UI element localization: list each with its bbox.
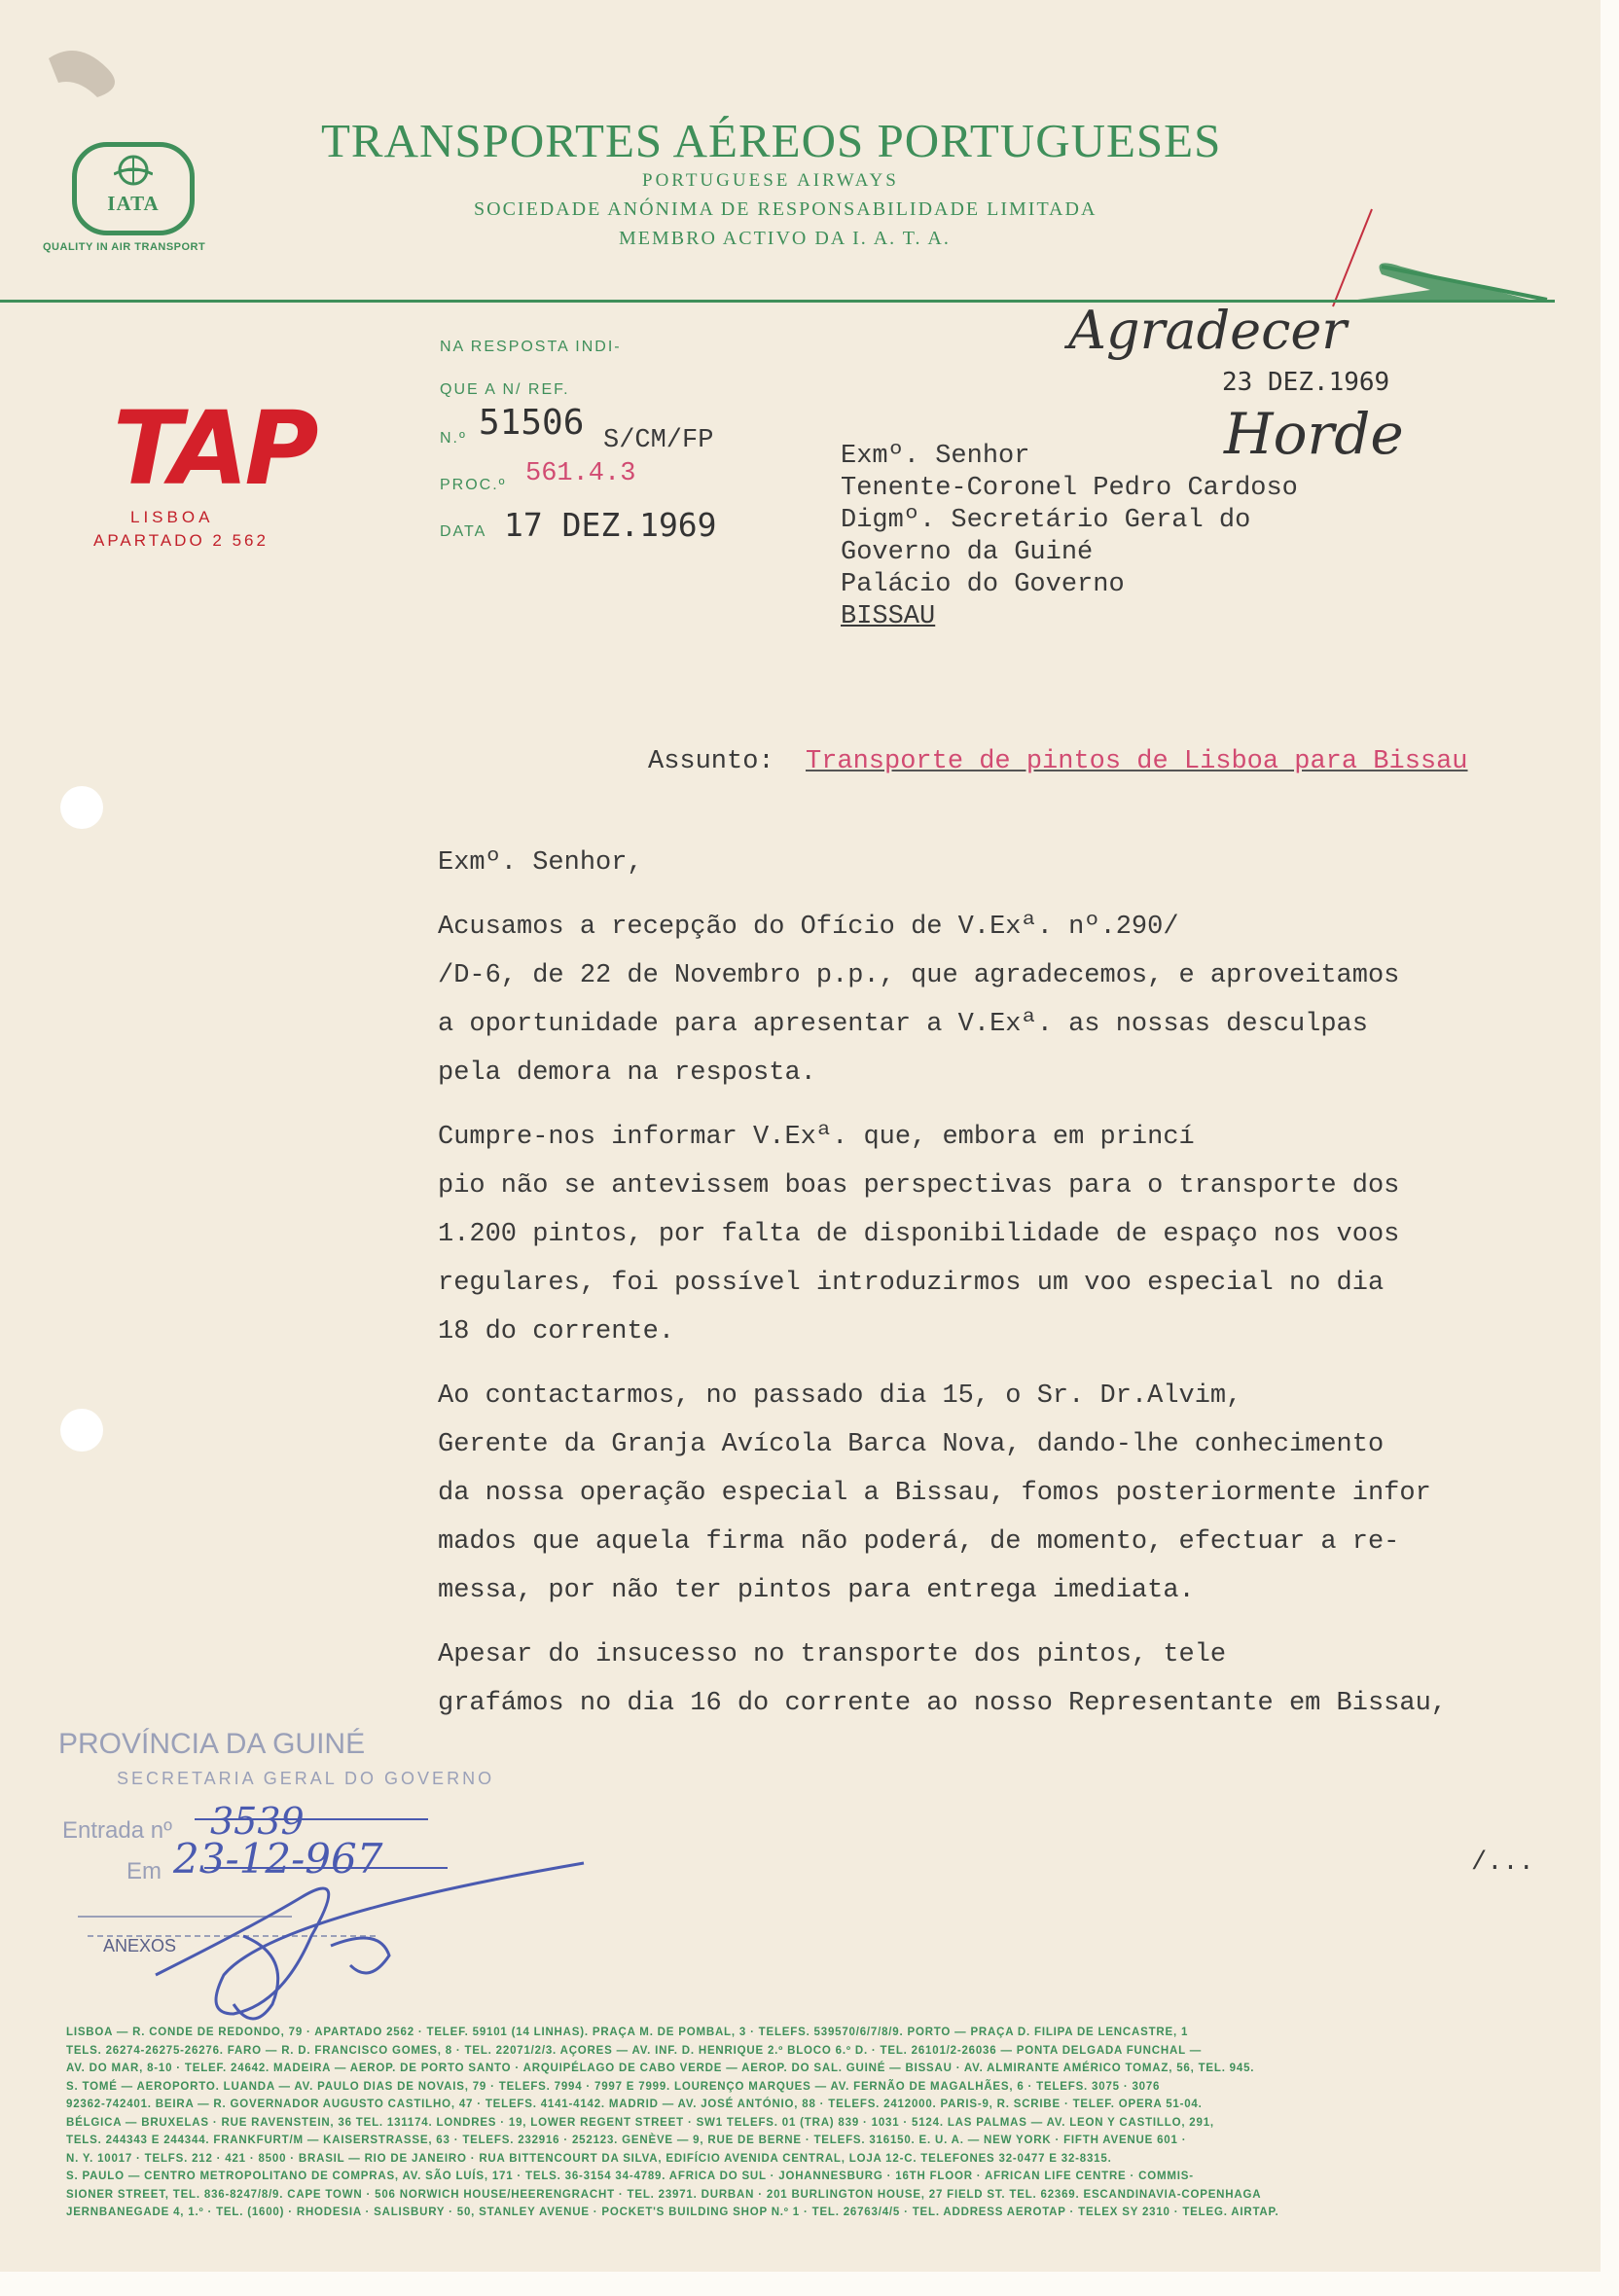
handwritten-initials: Horde [1224,401,1404,467]
body-line: Apesar do insucesso no transporte dos pintos, tele [438,1640,1227,1669]
punch-hole-top [60,786,103,829]
brand-city: LISBOA [130,508,214,526]
footer-line: BÉLGICA — BRUXELAS · RUE RAVENSTEIN, 36 TEL. 131174. LONDRES · 19, LOWER REGENT STREET · SW1 TELEFS. 01 (TRA) 839 · 1031 · 5124. LAS PALMAS — AV. LEON Y CASTILLO, 291, [66,2116,1214,2129]
handwritten-agradecer: Agradecer [1068,300,1348,361]
stamp-line-1: PROVÍNCIA DA GUINÉ [58,1728,366,1760]
subtitle-portuguese-airways: PORTUGUESE AIRWAYS [642,170,899,191]
footer-line: 92362-742401. BEIRA — R. GOVERNADOR AUGUSTO CASTILHO, 47 · TELEFS. 4141-4142. MADRID — AV. JOSÉ ANTÓNIO, 88 · TELEFS. 2412000. PARIS-9, R. SCRIBE · TELEF. OPERA 51-04. [66,2099,1203,2110]
company-name: TRANSPORTES AÉREOS PORTUGUESES [321,114,1222,167]
stain-mark [39,29,146,117]
footer-line: TELS. 26274-26275-26276. FARO — R. D. FRANCISCO GOMES, 8 · TEL. 22071/2/3. AÇORES — AV. INF. D. HENRIQUE 2.º BLOCO 6.º D. · TEL. 26101/2-26036 — PONTA DELGADA FUNCHAL — [66,2044,1202,2057]
stamp-entrada-value: 3539 [210,1800,305,1843]
stamp-entrada-label: Entrada nº [62,1817,172,1844]
punch-hole-bottom [60,1409,103,1452]
addressee-line: Governo da Guiné [841,538,1094,567]
footer-line: S. PAULO — CENTRO METROPOLITANO DE COMPRAS, AV. SÃO LUÍS, 171 · TELS. 36-3154 34-4789. AFRICA DO SUL · JOHANNESBURG · 16TH FLOOR · AFRICAN LIFE CENTRE · COMMIS- [66,2170,1194,2182]
body-line: Ao contactarmos, no passado dia 15, o Sr. Dr.Alvim, [438,1381,1242,1411]
footer-line: N. Y. 10017 · TELFS. 212 · 421 · 8500 · BRASIL — RIO DE JANEIRO · RUA BITTENCOURT DA SILVA, EDIFÍCIO AVENIDA CENTRAL, LOJA 12-C. TELEFONES 32-0477 E 32-8315. [66,2152,1112,2165]
body-line: Gerente da Granja Avícola Barca Nova, dando-lhe conhecimento [438,1430,1385,1459]
ref-data-value: 17 DEZ.1969 [504,506,717,544]
globe-icon [114,153,153,188]
body-line: pio não se antevissem boas perspectivas para o transporte dos [438,1171,1400,1201]
subtitle-sociedade: SOCIEDADE ANÓNIMA DE RESPONSABILIDADE LIMITADA [474,198,1097,220]
addressee-line: Palácio do Governo [841,570,1125,599]
footer-line: AV. DO MAR, 8-10 · TELEF. 24642. MADEIRA — AEROP. DE PORTO SANTO · ARQUIPÉLAGO DE CABO VERDE — AEROP. DO SAL. GUINÉ — BISSAU · AV. ALMIRANTE AMÉRICO TOMAZ, 56, TEL. 945. [66,2063,1255,2074]
iata-logo [72,142,195,235]
body-line: regulares, foi possível introduzirmos um voo especial no dia [438,1269,1385,1298]
body-line: Cumpre-nos informar V.Exª. que, embora em princí [438,1123,1195,1152]
stamp-em-value: 23-12-967 [173,1835,383,1883]
salutation: Exmº. Senhor, [438,848,643,878]
stamp-line-2: SECRETARIA GERAL DO GOVERNO [117,1769,495,1788]
footer-line: LISBOA — R. CONDE DE REDONDO, 79 · APARTADO 2562 · TELEF. 59101 (14 LINHAS). PRAÇA M. DE POMBAL, 3 · TELEFS. 539570/6/7/8/9. PORTO — PRAÇA D. FILIPA DE LENCASTRE, 1 [66,2027,1189,2038]
body-line: pela demora na resposta. [438,1058,816,1088]
tap-logo: TAP [113,389,315,508]
addressee-line: Tenente-Coronel Pedro Cardoso [841,474,1298,503]
footer-line: TELS. 244343 E 244344. FRANKFURT/M — KAISERSTRASSE, 63 · TELEFS. 232916 · 252123. GENÈVE — 9, RUE DE BERNE · TELEFS. 316150. E. U. A. — NEW YORK · FIFTH AVENUE 601 · [66,2135,1187,2146]
subject-text: Transporte de pintos de Lisboa para Bissau [806,747,1468,776]
body-line: grafámos no dia 16 do corrente ao nosso Representante em Bissau, [438,1689,1447,1718]
brand-apartado: APARTADO 2 562 [93,531,269,550]
ref-data-label: DATA [440,523,487,540]
iata-tagline: QUALITY IN AIR TRANSPORT [43,241,206,253]
body-line: messa, por não ter pintos para entrega imediata. [438,1576,1195,1605]
addressee-line: Digmº. Secretário Geral do [841,506,1251,535]
footer-line: S. TOMÉ — AEROPORTO. LUANDA — AV. PAULO DIAS DE NOVAIS, 79 · TELEFS. 7994 · 7997 E 7999. LOURENÇO MARQUES — AV. FERNÃO DE MAGALHÃES, 6 · TELEFS. 3075 · 3076 [66,2080,1161,2093]
footer-line: SIONER STREET, TEL. 836-8247/8/9. CAPE TOWN · 506 NORWICH HOUSE/HEERENGRACHT · TEL. 23971. DURBAN · 201 BURLINGTON HOUSE, 27 FIELD ST. TEL. 62369. ESCANDINAVIA-COPENHAGA [66,2188,1262,2201]
body-line: mados que aquela firma não poderá, de momento, efectuar a re- [438,1527,1400,1557]
stamp-signature-icon [58,1810,603,2024]
addressee-line: Exmº. Senhor [841,442,1030,471]
page-edge [1601,0,1619,2296]
body-line: 1.200 pintos, por falta de disponibilidade de espaço nos voos [438,1220,1400,1249]
body-line: da nossa operação especial a Bissau, fomos posteriormente infor [438,1479,1431,1508]
page-bottom-edge [0,2272,1619,2296]
body-line: 18 do corrente. [438,1317,675,1346]
ref-n-suffix: S/CM/FP [603,426,714,455]
ref-proc-value: 561.4.3 [525,459,636,488]
received-date-stamp: 23 DEZ.1969 [1222,368,1390,397]
body-line: a oportunidade para apresentar a V.Exª. as nossas desculpas [438,1010,1368,1039]
footer-line: JERNBANEGADE 4, 1.º · TEL. (1600) · RHODESIA · SALISBURY · 50, STANLEY AVENUE · POCKET'S BUILDING SHOP N.º 1 · TEL. 26763/4/5 · TEL. ADDRESS AEROTAP · TELEX SY 2310 · TELEG. AIRTAP. [66,2206,1279,2218]
body-line: /D-6, de 22 de Novembro p.p., que agradecemos, e aproveitamos [438,961,1400,990]
ref-proc-label: PROC.º [440,477,507,493]
ref-label-1: NA RESPOSTA INDI- [440,339,622,355]
red-pen-mark [1323,204,1382,311]
footer-addresses [66,2024,1545,2222]
body-line: Acusamos a recepção do Ofício de V.Exª. nº.290/ [438,913,1179,942]
subtitle-membro: MEMBRO ACTIVO DA I. A. T. A. [619,228,951,249]
addressee-city: BISSAU [841,602,936,631]
ref-n-value: 51506 [479,403,585,443]
stamp-em-label: Em [126,1858,162,1884]
continuation-mark: /... [1471,1848,1534,1878]
subject-label: Assunto: [648,747,774,776]
ref-n-label: N.º [440,430,467,447]
iata-word: IATA [107,192,160,215]
ref-label-2: QUE A N/ REF. [440,381,570,398]
stamp-anexos-label: ANEXOS [103,1936,177,1955]
